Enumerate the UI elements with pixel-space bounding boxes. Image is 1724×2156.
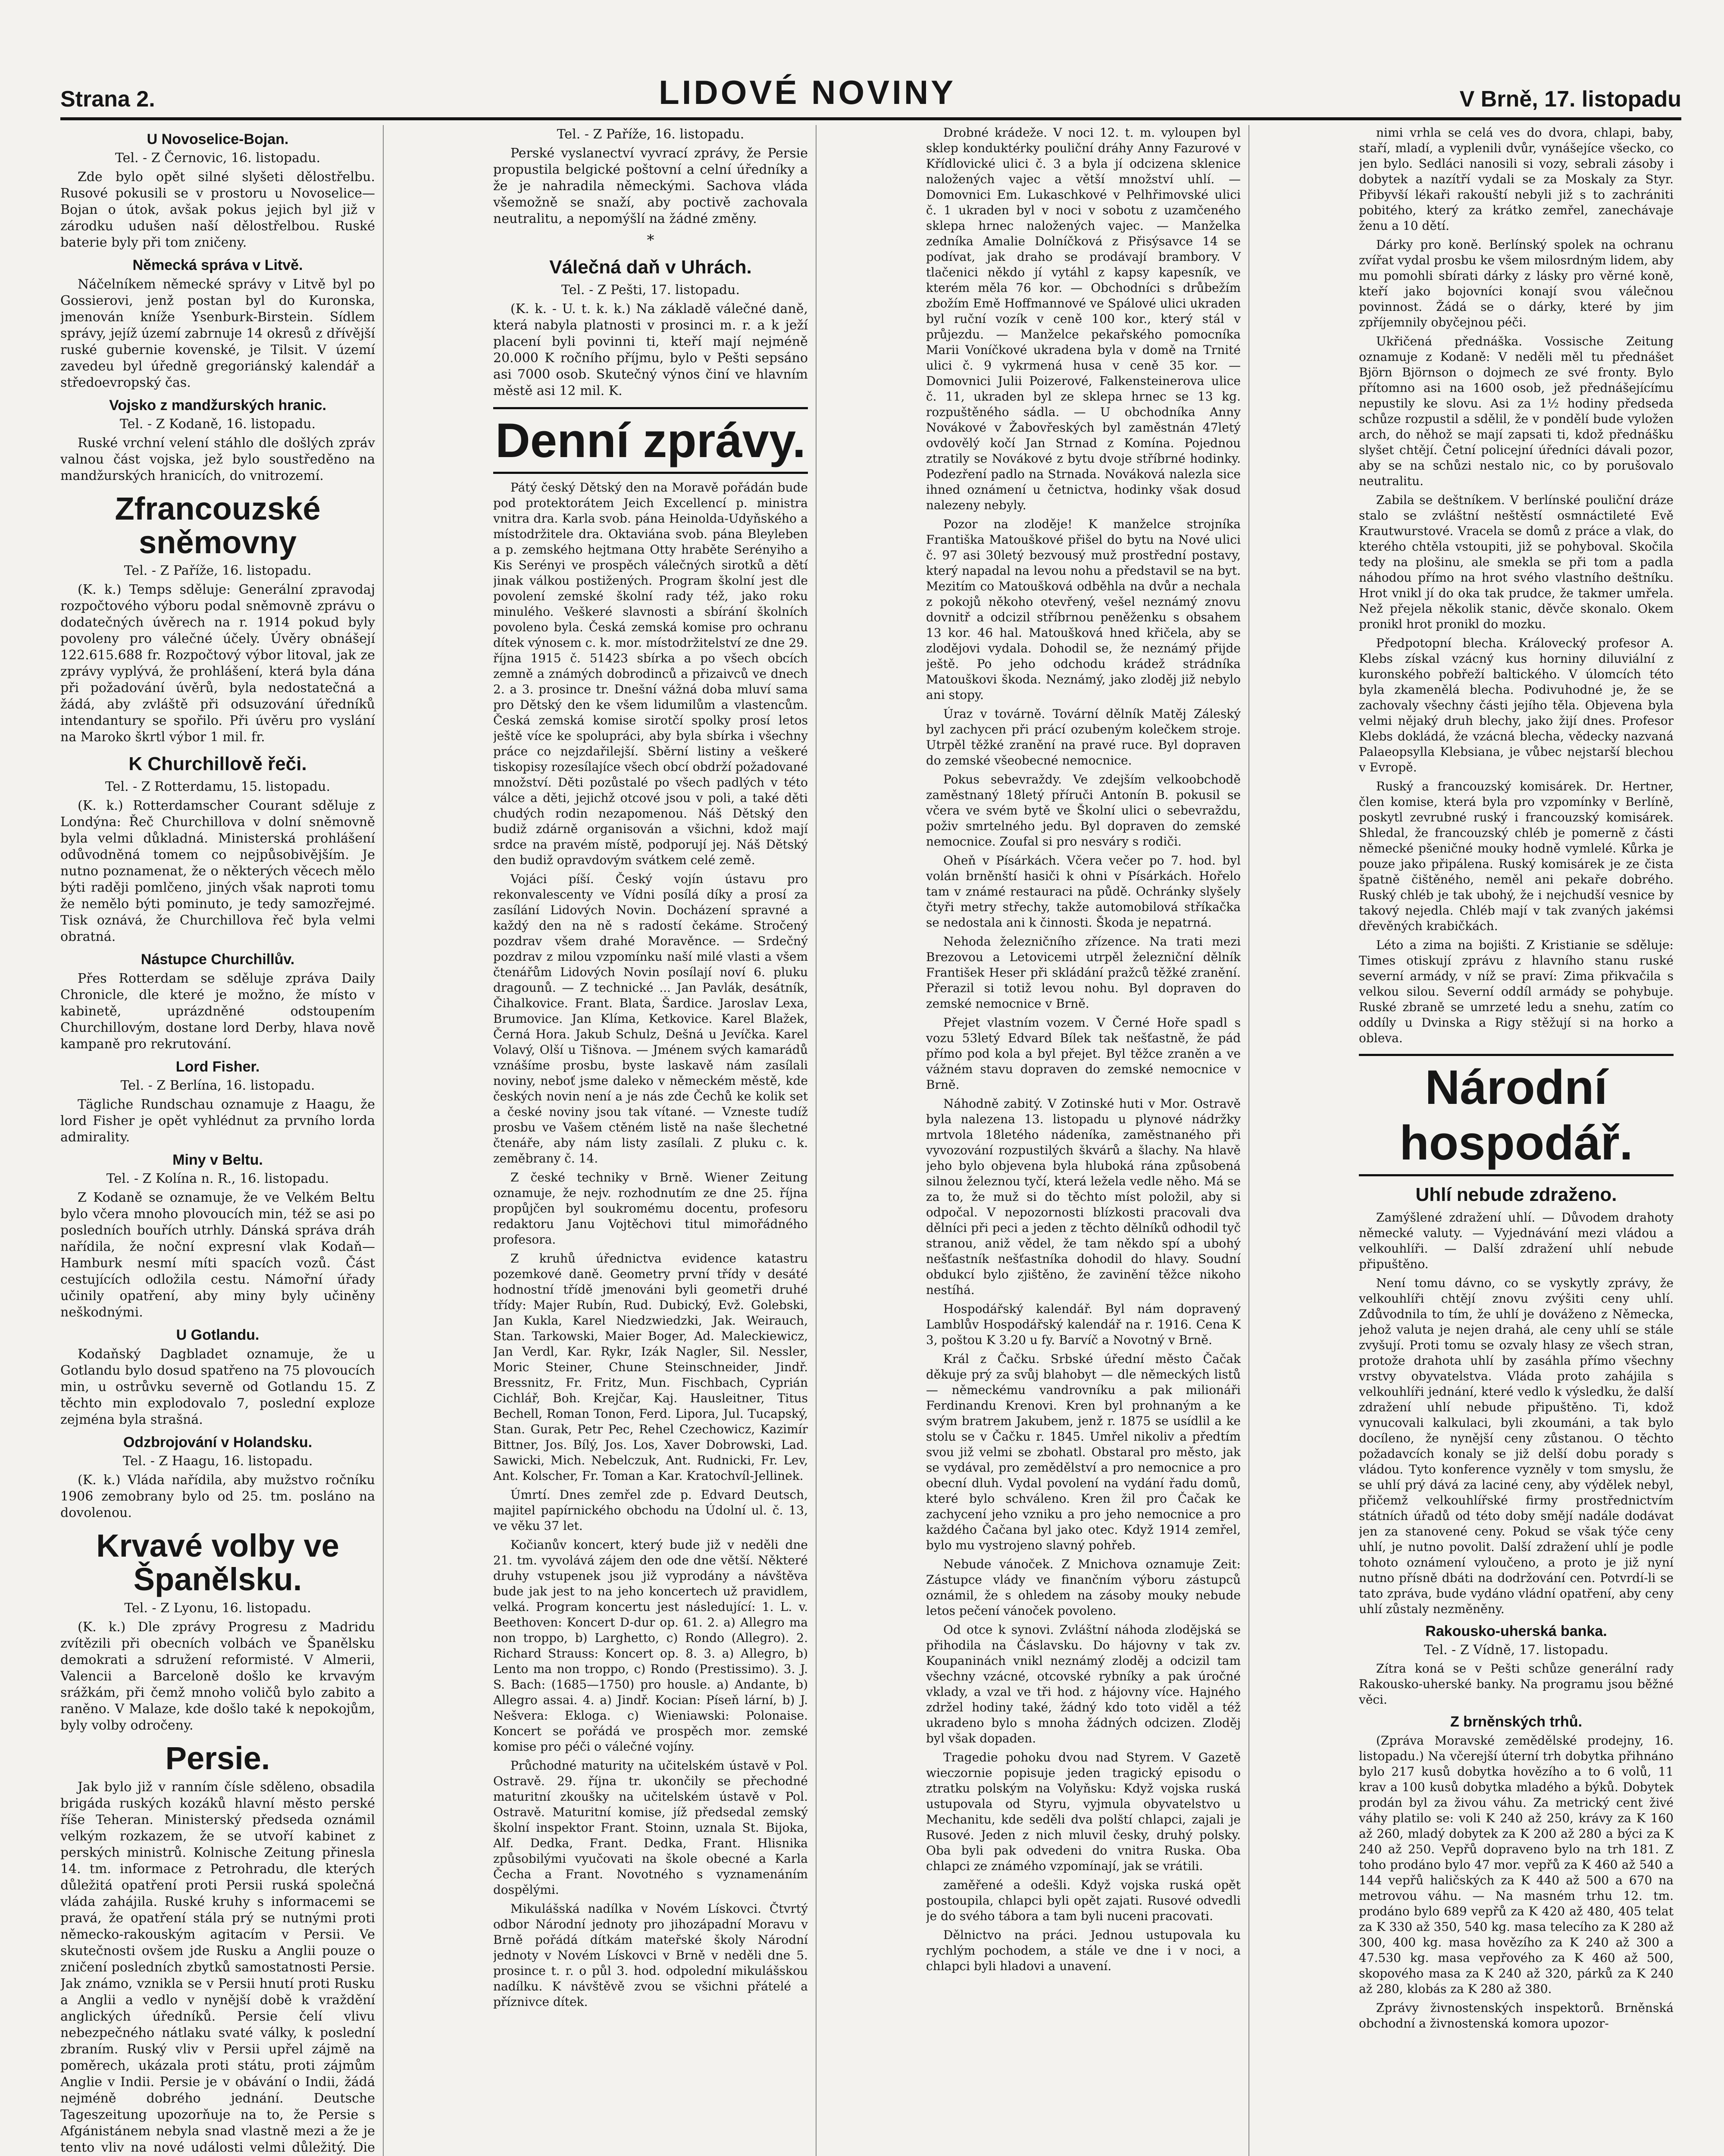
dateline: Tel. - Z Berlína, 16. listopadu.	[120, 1078, 315, 1094]
dateline: Tel. - Z Paříže, 16. listopadu.	[124, 563, 312, 579]
article-text: Předpotopní blecha. Královecký profesor A. Klebs získal vzácný kus horniny diluviální z kuronského pobřeží baltického. V úlomcích této byla zkamenělá blecha. Podivuhodné je, že se zachovaly všechny části jejího těla. Objevena byla velmi nějaký druh blechy, jako žijí dnes. Profesor Klebs dokládá, že vzácná blecha, vědecky nazvaná Palaeopsylla Klebsiana, je vůbec nejstarší blechou v Evropě.	[1359, 636, 1674, 774]
article-text: Z české techniky v Brně. Wiener Zeitung oznamuje, že nejv. rozhodnutím ze dne 25. října propůjčen byl soukromému docentu, profesoru redaktoru Janu Vojtěchovi titul mimořádného profesora.	[493, 1170, 808, 1247]
article-text: Tägliche Rundschau oznamuje z Haagu, že lord Fisher je opět vyhlédnut za prvního lorda admirality.	[60, 1097, 375, 1145]
article-heading: U Gotlandu.	[176, 1327, 260, 1344]
article-text: Z Kodaně se oznamuje, že ve Velkém Beltu bylo včera mnoho plovoucích min, též se asi po posledních bouřích utrhly. Dánská správa dráh nařídila, že noční expresní vlak Kodaň—Hamburk nesmí míti spacích vozů. Část cestujících odložila cestu. Námořní úřady učinily opatření, aby miny byly učiněny neškodnými.	[60, 1190, 375, 1320]
article-heading: Krvavé volby ve Španělsku.	[96, 1528, 339, 1598]
article-heading: Nástupce Churchillův.	[141, 951, 295, 968]
article-heading: Zfrancouzské sněmovny	[115, 491, 321, 560]
article-text: Úraz v továrně. Tovární dělník Matěj Záleský byl zachycen při prácí ozubeným kolečkem stroje. Utrpěl těžké zranění na pravé ruce. Byl dopraven do zemské všeobecné nemocnice.	[926, 707, 1241, 768]
article-text: Tragedie pohoku dvou nad Styrem. V Gazetě wieczornie popisuje jeden tragický episodu o ztratku polským na Volyňsku: Když vojska ruská ustupovala od Styru, vyjmula obyvatelstvo u Mechanitu, kde seděli dva polští chlapci, zajali je Rusové. Jeden z nich mluvil česky, druhý polsky. Oba byli pak odvedeni do vnitra Ruska. Oba chlapci ze známého vzpomínají, jak se vrátili.	[926, 1750, 1241, 1873]
article-text: Léto a zima na bojišti. Z Kristianie se sděluje: Times otiskují zprávu z hlavního stanu ruské severní armády, v níž se praví: Zima přikvačila s velkou silou. Severní oddíl armády se pohybuje. Ruské zbraně se umrzeté ledu a snehu, zatím co oddíly u Dvinska a Rigy stěžují si na horko a obleva.	[1359, 938, 1674, 1045]
page-number: Strana 2.	[60, 87, 155, 112]
article-text: Ruský a francouzský komisárek. Dr. Hertner, člen komise, která byla pro vzpomínky v Berlíně, poskytl zevrubné ruský i francouzský komisárek. Shledal, že francouzský chléb je pomerně z části německé pšeničné mouky hodně vymlelé. Kůrka je pouze jako připálena. Ruský komisárek je ze čista špatně čištěného, neměl ani pekaře dobrého. Ruský chléb je tak ubohý, že i nejchudší vesnice by takový nejedla. Chléb mají v tak zvaných jakémsi dřevěných krabičkách.	[1359, 779, 1674, 933]
article-text: Od otce k synovi. Zvláštní náhoda zlodějská se přihodila na Čáslavsku. Do hájovny v tak zv. Koupaninách vnikl neznámý zloděj a odcizil tam všechny vzácné, otcovské rybníky a pak úročné vklady, a vzal ve tři hod. z hájovny více. Hajného zdržel hodiny také, žádný kdo toto viděl a též ukradeno bylo s mnoha žádných odcizen. Zloděj byl však dopaden.	[926, 1623, 1241, 1745]
article-text: Zde bylo opět silné slyšeti dělostřelbu. Rusové pokusili se v prostoru u Novoselice—Bojan o útok, avšak pokus jejich byl již v zárodku udušen naší dělostřelbou. Ruské baterie byly při tom zničeny.	[60, 169, 375, 250]
newspaper-page	[60, 65, 1681, 2156]
article-text: nimi vrhla se celá ves do dvora, chlapi, baby, staří, mladí, a vyplenili dvůr, vynášejíce všecko, co jen bylo. Sedláci nanosili si vozy, sebrali zásoby i dobytek a nazítří vydali se za Moskaly za Styr. Přibyvší lékaři rakouští nebyli již s to zachrániti pobitého, který za krátko zemřel, zanechávaje ženu a 10 dětí.	[1359, 125, 1674, 233]
article-heading: Z brněnských trhů.	[1450, 1714, 1583, 1730]
article-text: Průchodné maturity na učitelském ústavě v Pol. Ostravě. 29. října tr. ukončily se přechodné maturitní zkoušky na učitelském ústavě v Pol. Ostravě. Maturitní komise, jíž předsedal zemský školní inspektor Frant. Stoinn, uznala St. Bijoka, Alf. Dedka, Frant. Dedka, Frant. Hlisnika způsobilými vyučovati na škole obecné a Karla Čecha a Frant. Novotného s vyznamenáním dospělými.	[493, 1758, 808, 1897]
article-text: Mikulášská nadílka v Novém Lískovci. Čtvrtý odbor Národní jednoty pro jihozápadní Moravu v Brně pořádá dítkám mateřské školy Národní jednoty v Novém Lískovci v Brně v neděli dne 5. prosince t. r. o půl 3. hod. odpolední mikulášskou nadílku. K návštěvě zvou se všichni přátelé a příznivce dítek.	[493, 1902, 808, 2009]
article-text: Kočianův koncert, který bude již v neděli dne 21. tm. vyvolává zájem den ode dne větší. Některé druhy vstupenek jsou již vyprodány a návštěva bude jak jest to na jeho koncertech už pravidlem, velká. Program koncertu jest následující: 1. L. v. Beethoven: Koncert D-dur op. 61. 2. a) Allegro ma non troppo, b) Larghetto, c) Rondo (Allegro). 2. Richard Strauss: Koncert op. 8. 3. a) Allegro, b) Lento ma non troppo, c) Rondo (Prestissimo). 3. J. S. Bach: (1685—1750) pro housle. a) Andante, b) Allegro assai. 4. a) Jindř. Kocian: Píseň lární, b) J. Nešvera: Ekloga. c) Wieniawski: Polonaise. Koncert se pořádá ve prospěch mor. zemské komise pro péči o válečné vojíny.	[493, 1538, 808, 1754]
article-text: (K. k. - U. t. k. k.) Na základě válečné daně, která nabyla platnosti v prosinci m. r. a k ježí placení byli povinni ti, kteří mají nejméně 20.000 K ročního příjmu, bylo v Pešti sepsáno asi 7000 osob. Skutečný výnos činí ve hlavním městě asi 12 mil. K.	[493, 301, 808, 398]
article-text: Pátý český Dětský den na Moravě pořádán bude pod protektorátem Jeich Excellencí p. ministra vnitra dra. Karla svob. pána Heinolda-Udyňského a místodržitele dra. Oktaviána svob. pána Bleyleben a p. zemského hejtmana Otty hraběte Serényiho a Kis Serényi ve prospěch válečných sirotků a dětí jinak válkou postižených. Program školní jest dle povolení zemské školní rady též, jako roku minulého. Veškeré slavnosti a sbírání školních povoleno byla. Česká zemská komise pro ochranu dítek výnosem c. k. mor. místodržitelství ze dne 29. října 1915 č. 51423 sbírka a po všech obcích zemně a známých dobrodinců a přizaivců ve dnech 2. a 3. prosince tr. Dnešní vážná doba mluví sama pro Dětský den ke všem lidumilům a vlastencům. Česká zemská komise sirotčí spolky prosí letos ještě více ke spolupráci, aby byla sbírka i všechny práce co nejzdařilejší. Sběrní listiny a veškeré tiskopisy rozesílajíce všech obcí obdrží požadované množství. Děti pozůstalé po všech padlých v této válce a děti, jejichž otcové jsou v poli, a také děti chudých rodin nezapomenou. Náš Dětský den budiž zdárně organisován a všichni, kdož mají srdce na pravém místě, podporují jej. Náš Dětský den budiž opravdovým svátkem celé země.	[493, 480, 808, 867]
article-text: (K. k.) Vláda nařídila, aby mužstvo ročníku 1906 zemobrany bylo od 25. tm. posláno na dovolenou.	[60, 1473, 375, 1521]
article-heading: Odzbrojování v Holandsku.	[123, 1434, 313, 1451]
dateline: Tel. - Z Kolína n. R., 16. listopadu.	[106, 1171, 329, 1187]
article-heading: Uhlí nebude zdraženo.	[1415, 1184, 1617, 1205]
article-text: (K. k.) Dle zprávy Progresu z Madridu zvítězili při obecních volbách ve Španělsku demokrati a sdružení reformisté. V Almerii, Valencii a Barceloně došlo ke krvavým srážkám, při čemž mnoho voličů bylo zabito a raněno. V Malaze, kde došlo také k nepokojům, byly volby odročeny.	[60, 1619, 375, 1733]
column-2	[493, 125, 817, 2156]
article-text: Přejet vlastním vozem. V Černé Hoře spadl s vozu 53letý Edvard Bílek tak nešťastně, že pád přímo pod kola a byl přejet. Byl těžce zraněn a ve vážném stavu dopraven do zemské nemocnice v Brně.	[926, 1015, 1241, 1092]
column-1	[60, 125, 384, 2156]
article-heading: K Churchillově řeči.	[128, 753, 307, 775]
article-text: (Zpráva Moravské zemědělské prodejny, 16. listopadu.) Na včerejší úterní trh dobytka přihnáno bylo 217 kusů dobytka hovězího a to 6 volů, 11 krav a 100 kusů dobytka mladého a býků. Dobytek prodán byl za živou váhu. Za metrický cent živé váhy platilo se: voli K 240 až 250, krávy za K 160 až 260, mladý dobytek za K 200 až 280 a býci za K 240 až 250. Vepřů dopraveno bylo na trh 181. Z toho prodáno bylo 47 mor. vepřů za K 460 až 540 a 144 vepřů haličských za K 440 až 500 a 670 na metrovou váhu. — Na masném trhu 12. tm. prodáno bylo 689 vepřů za K 420 až 480, 405 telat za K 330 až 350, 540 kg. masa telecího za K 280 až 300, 400 kg. masa hovězího za K 240 až 300 a 47.530 kg. masa vepřového za K 460 až 500, skopového masa za K 240 až 320, párků za K 240 až 280, klobás za K 280 až 380.	[1359, 1733, 1674, 1996]
newspaper-title: LIDOVÉ NOVINY	[659, 73, 956, 111]
article-text: Náčelníkem německé správy v Litvě byl po Gossierovi, jenž postan byl do Kuronska, jmenován kníže Ysenburk-Birstein. Sídlem správy, jejíž území zabrnuje 14 okresů z dřívější ruské gubernie kovenské, je Tilsit. V území zavedeu byl úředně gregoriánský kalendář a středoevropský čas.	[60, 277, 375, 390]
article-text: Úmrtí. Dnes zemřel zde p. Edvard Deutsch, majitel papírnického obchodu na Údolní ul. č. 13, ve věku 37 let.	[493, 1488, 808, 1533]
article-text: Nebude vánoček. Z Mnichova oznamuje Zeit: Zástupce vlády ve finančním výboru zástupců oznámil, že s ohledem na zásoby mouky nebude letos pečení vánoček povoleno.	[926, 1557, 1241, 1618]
dateline: Tel. - Z Vídně, 17. listopadu.	[1424, 1642, 1608, 1658]
column-4	[1359, 125, 1681, 2156]
section-heading: Denní zprávy.	[493, 407, 808, 474]
article-text: Náhodně zabitý. V Zotinské huti v Mor. Ostravě byla nalezena 13. listopadu u plynové nádržky mrtvola 18letého nádeníka, zaměstnaného při vyvozování rozpustilých škvárů a šlachy. Na hlavě jeho bylo objevena byla hluboká rána způsobená silnou železnou tyčí, která ležela vedle něho. Má se za to, že muž si do těchto míst položil, aby si odpočal. V nepozornosti blízkosti pracovali dva dělníci při peci a jeden z těchto dělníků odhodil tyč stranou, aniž vědel, že tam někdo spí a ubohý nešťastník nešťastníka dohodil do hlavy. Soudní obdukcí bylo zjištěno, že zavinění těžce nikoho nestíhá.	[926, 1097, 1241, 1297]
article-heading: Vojsko z mandžurských hranic.	[109, 397, 326, 414]
column-3	[926, 125, 1249, 2156]
dateline: Tel. - Z Černovic, 16. listopadu.	[115, 150, 321, 166]
article-text: Zabila se deštníkem. V berlínské pouliční dráze stalo se zvláštní neštěstí osmnáctileté Evě Krautwurstové. Vracela se domů z práce a vlak, do kterého chtěla vstoupiti, již se pohyboval. Skočila tedy na plošinu, ale smekla se při tom a padla náhodou přímo na hrot svého vlastního deštníku. Hrot vnikl jí do oka tak prudce, že takmer umřela. Než přejela několik stanic, děvče skonalo. Okem pronikl hrot pronikl do mozku.	[1359, 493, 1674, 631]
article-text: Pozor na zloděje! K manželce strojníka Františka Matouškové přišel do bytu na Nové ulici č. 97 asi 30letý bezvousý muž prostřední postavy, který napadal na levou nohu a představil se na byt. Mezitím co Matoušková odběhla na dvůr a nechala z pokojů někoho otevřený, vešel neznámý znovu dovnitř a odcizil stříbrnou peněženku s obsahem 13 kor. 46 hal. Matoušková hned křičela, aby se zlodějovi vydala. Dohodil se, že neznámý přijde ještě. Po jeho odchodu krádež strádníka Matouškovi škoda. Neznámý, jako zloděj již nebylo ani stopy.	[926, 517, 1241, 702]
article-heading: U Novoselice-Bojan.	[147, 131, 289, 147]
article-text: (K. k.) Rotterdamscher Courant sděluje z Londýna: Řeč Churchillova v dolní sněmovně byla velmi důkladná. Ministerská prohlášení odůvodněná tomem co nejpůsobivějším. Je nutno poznamenat, že o některých věcech mělo býti raději pomlčeno, jiných však naproti tomu že nemělo býti pominuto, je tedy samozřejmé. Tisk oznává, že Churchillova řeč byla velmi obratná.	[60, 798, 375, 945]
masthead	[60, 65, 1681, 120]
article-text: Oheň v Písárkách. Včera večer po 7. hod. byl volán brněnští hasiči k ohni v Písárkách. Hořelo tam v známé restauraci na půdě. Ochránky slyšely čtyři metry střechy, takže automobilová stříkačka se nedostala ani k činnosti. Škoda je nepatrná.	[926, 853, 1241, 930]
separator-star: *	[647, 232, 654, 249]
article-text: Nehoda železničního zřízence. Na trati mezi Brezovou a Letovicemi utrpěl železniční dělník František Heser při skládání pražců těžké zranění. Přerazil si totiž levou nohu. Byl dopraven do zemské nemocnice v Brně.	[926, 934, 1241, 1011]
article-text: (K. k.) Temps sděluje: Generální zpravodaj rozpočtového výboru podal sněmovně zprávu o dodatečných úvěrech na r. 1914 pokud byly povoleny pro válečné účely. Úvěry obnášejí 122.615.688 fr. Rozpočtový výbor litoval, jak ze zprávy vyplývá, že prohlášení, která byla dána při požadování úvěrů, byla nedostatečná a žádá, aby zvláště při odsuzování úředníků intendantury se spořilo. Při úvěru pro vyslání na Maroko škrtl výbor 1 mil. fr.	[60, 582, 375, 745]
article-text: Vojáci píší. Český vojín ústavu pro rekonvalescenty ve Vídni posílá díky a prosí za zasílání Lidových Novin. Docházení spravné a každý den na ně s radostí čekáme. Stročený pozdrav všem drahé Moravěnce. — Srdečný pozdrav z milou vzpomínku naší milé vlasti a všem čtenářům Lidových Novin posílají noví 6. pluku dragounů. — Z technické ... Jan Pavlák, desátník, Čihalkovice. Frant. Blata, Šardice. Jaroslav Lexa, Brumovice. Jan Klíma, Ketkovice. Karel Blažek, Černá Hora. Jakub Schulz, Dešná u Jevíčka. Karel Volavý, Olší u Tišnova. — Jménem svých kamarádů vznášíme prosbu, byste laskavě nám zasílali noviny, neboť jsme daleko v německém městě, kde českých novin není a je nás zde Čechů ke kolik set a české noviny jsou tak vítané. — Vzneste tudíž prosbu ve Vašem ctěném listě na naše šlechetné čtenáře, aby nám listy zasílali. Z pluku c. k. zeměbrany č. 14.	[493, 872, 808, 1166]
article-text: Kodaňský Dagbladet oznamuje, že u Gotlandu bylo dosud spatřeno na 75 plovoucích min, u ostrůvku severně od Gotlandu 15. Z těchto min explodovalo 7, poslední exploze zejména byla strašná.	[60, 1347, 375, 1428]
dateline: Tel. - Z Lyonu, 16. listopadu.	[124, 1600, 311, 1616]
article-heading: Lord Fisher.	[175, 1059, 260, 1075]
article-heading: Persie.	[165, 1740, 270, 1776]
article-text: Hospodářský kalendář. Byl nám dopravený Lamblův Hospodářský kalendář na r. 1916. Cena K 3, poštou K 3.20 u fy. Barvíč a Novotný v Brně.	[926, 1302, 1241, 1347]
section-heading: Národní hospodář.	[1359, 1054, 1674, 1176]
issue-date: V Brně, 17. listopadu	[1459, 87, 1681, 112]
article-text: Zprávy živnostenských inspektorů. Brněnská obchodní a živnostenská komora upozor-	[1359, 2001, 1674, 2031]
article-text: Jak bylo již v ranním čísle sděleno, obsadila brigáda ruských kozáků hlavní město perské říše Teheran. Ministerský předseda oznámil velkým rozkazem, že se utvoří kabinet z perských ministrů. Kolnische Zeitung přinesla 14. tm. informace z Petrohradu, dle kterých důležitá opatření proti Persii ruská společná vláda zahájila. Ruské kruhy s informacemi se pravá, že opatření stála prý se nutnými proti německo-rakouským agitacím v Persii. Ve skutečnosti ovšem jde Rusku a Anglii pouze o zničení posledních zbytků samostatnosti Persie. Jak známo, vznikla se v Persii hnutí proti Rusku a Anglii a vedlo v nynější době k vraždění anglických úředníků. Persie čelí vlivu nebezpečného nátlaku svaté války, k poslední zbraním. Ruský vliv v Persii upřel zájmě na poměrech, ukázala proti státu, proti zájmům Anglie v Indii. Persie je v obávání o Indii, žádá nejméně dobrého jednání. Deutsche Tageszeitung upozorňuje na to, že Persie s Afgánistánem nebyla snad vlastně mezi a že je tento vliv na nové události velmi důležitý. Die	[60, 1780, 375, 2156]
article-text: zaměřené a odešli. Když vojska ruská opět postoupila, chlapci byli opět zajati. Rusové odvedli je do svého tábora a tam byli nuceni pracovati.	[926, 1878, 1241, 1923]
article-text: Perské vyslanectví vyvrací zprávy, že Persie propustila belgické poštovní a celní úředníky a že je nahradila německými. Sachova vláda všemožně se snaží, aby poctivě zachovala neutralitu, a nepomýšlí na žádné změny.	[493, 146, 808, 226]
article-text: Ruské vrchní velení stáhlo dle došlých zpráv valnou část vojska, jež bylo soustředěno na mandžurských hranicích, do vnitrozemí.	[60, 436, 375, 483]
dateline: Tel. - Z Kodaně, 16. listopadu.	[119, 417, 316, 432]
article-heading: Miny v Beltu.	[172, 1152, 263, 1169]
article-text: Drobné krádeže. V noci 12. t. m. vyloupen byl sklep konduktérky pouliční dráhy Anny Fazurové v Křídlovické ulici č. 3 a byla jí odcizena sklenice naložených vajec a větší množství uhlí. — Domovnici Em. Lukaschkové v Pelhřimovské ulici č. 1 ukraden byl v noci v sobotu z uzamčeného sklepa hrnec naložených vajec. — Manželka zedníka Amalie Dolníčková z Přisýsavce 14 se podívat, jak draho se prodávají brambory. V tlačenici někdo jí vytáhl z kapsy kapesník, ve kterém měla 76 kor. — Obchodníci s drůbežím zbožím Emě Hoffmannové ve Spálové ulici ukraden byl ruční vozík v ceně 100 kor., který stál v průjezdu. — Manželce pekařského pomocníka Marii Voníčkové ukradena byla v domě na Trnité ulici č. 9 vykrmená husa v ceně 35 kor. — Domovnici Julii Poizerové, Falkensteinerova ulice č. 11, ukraden byl ze sklepa hrnec se 13 kg. rozpuštěného sádla. — U obchodníka Anny Novákové v Žabovřeských byl zaměstnán 47letý ovdovělý kočí Jan Strnad z Komína. Pojednou ztratily se Novákové z bytu dvoje stříbrné hodinky. Podezření padlo na Strnada. Nováková nalezla sice ihned oznámení u četnictva, hodinky však dosud nalezeny nebyly.	[926, 125, 1241, 512]
article-text: Přes Rotterdam se sděluje zpráva Daily Chronicle, dle které je možno, že místo v kabinetě, uprázdněné odstoupením Churchillovým, dostane lord Derby, hlava nově kampaně pro rekrutování.	[60, 971, 375, 1052]
dateline: Tel. - Z Pešti, 17. listopadu.	[561, 282, 740, 298]
dateline: Tel. - Z Haagu, 16. listopadu.	[122, 1454, 313, 1469]
article-text: Není tomu dávno, co se vyskytly zprávy, že velkouhlíři chtějí znovu zvýšiti ceny uhlí. Zdůvodnila to tím, že uhlí je dováženo z Německa, jehož valuta je nejen drahá, ale ceny uhlí se stále zvyšují. Proti tomu se ozvaly hlasy ze všech stran, protože drahota uhlí by zasáhla přímo všechny vrstvy obyvatelstva. Vláda proto zahájila s velkouhlíři jednání, které vedlo k výsledku, že další zdražení uhlí nebude připuštěno. Ti, kdož vynucovali kalkulaci, byli zkoumáni, a tak bylo docíleno, že nynější ceny zůstanou. O těchto požadavcích konaly se již delší dobu porady s vládou. Tyto konference vyzněly v tom smyslu, že se uhlí prý dává za laciné ceny, aby výdělek nebyl, přičemž velkouhlířské firmy prostřednictvím státních úřadů od této doby smějí nadále dodávat jen za stanovené ceny. Pokud se však týče ceny uhlí, je nutno povolit. Další zdražení uhlí je podle tohoto oznámení vyloučeno, a proto je již nyní nutno přísně dbáti na dodržování cen. Potvrdí-li se tato zpráva, bude vydáno vládní opatření, aby ceny uhlí zůstaly nezměněny.	[1359, 1276, 1674, 1616]
article-text: Pokus sebevraždy. Ve zdejším velkoobchodě zaměstnaný 18letý příruči Antonín B. pokusil se včera ve svém bytě ve Školní ulici o sebevraždu, poživ smrtelného jedu. Byl dopraven do zemské nemocnice. Zoufal si pro nesváry s rodiči.	[926, 772, 1241, 849]
article-text: Král z Čačku. Srbské úřední město Čačak děkuje prý za svůj blahobyt — dle německých listů — německému vandrovníku a pak milionáři Ferdinandu Krenovi. Kren byl prohnaným a ke svým bratrem Jakubem, jenž r. 1875 se usídlil a ke stolu se v Čačku r. 1845. Umřel nikoliv a předtím svou již velmi se zbohatl. Obstaral pro město, jak se vydával, pro zemědělství a pro nemocnice a pro obecní dluh. Vydal povolení na vydání řadu domů, které bylo schváleno. Kren žil pro Čačak ke zachycení jeho vzniku a pro jeho nemocnice a pro každého Čačana byl jako otec. Když 1914 zemřel, bylo mu vystrojeno slavný pohřeb.	[926, 1352, 1241, 1552]
article-heading: Válečná daň v Uhrách.	[549, 257, 752, 278]
article-text: Dárky pro koně. Berlínský spolek na ochranu zvířat vydal prosbu ke všem milosrdným lidem, aby mu pomohli sbírati dárky z lásky pro věrné koně, kteří jako bojovníci konají svou válečnou povinnost. Žádá se o dárky, které by jim zpříjemnily obyčejnou péči.	[1359, 238, 1674, 329]
dateline: Tel. - Z Paříže, 16. listopadu.	[557, 127, 745, 142]
article-text: Zítra koná se v Pešti schůze generální rady Rakousko-uherské banky. Na programu jsou běžné věci.	[1359, 1661, 1674, 1707]
article-text: Ukřičená přednáška. Vossische Zeitung oznamuje z Kodaně: V neděli měl tu přednášet Björn Björnson o dojmech ze své fronty. Bylo přítomno asi na 1600 osob, jež přednášejícímu nepustily ke slovu. Asi za 1½ hodiny předseda schůze rozpustil a sdělil, že v pondělí bude vyložen arch, do něhož se mají zapsati ti, kdož přednášku slyšet chtějí. Četní policejní úředníci dávali pozor, aby se na schůzi nestalo nic, co by porušovalo neutralitu.	[1359, 334, 1674, 488]
article-subheading: Zamýšlené zdražení uhlí. — Důvodem drahoty německé valuty. — Vyjednávání mezi vládou a velkouhlíři. — Další zdražení uhlí nebude připuštěno.	[1359, 1210, 1674, 1271]
article-text: Z kruhů úřednictva evidence katastru pozemkové daně. Geometry první třídy v desáté hodnostní třídě jmenováni byli geometři druhé třídy: Majer Rubín, Rud. Dubický, Evž. Golebski, Jan Kukla, Karel Niedzwiedzki, Jak. Weirauch, Stan. Tarkowski, Maier Boger, Ad. Maleckiewicz, Jan Verdl, Kar. Rykr, Izák Nagler, Sil. Nessler, Moric Steiner, Chune Steinschneider, Jindř. Bressnitz, Fr. Fritz, Mun. Fischbach, Cyprián Cichlář, Boh. Krejčar, Kaj. Hausleitner, Titus Bechell, Roman Tonon, Ferd. Lipora, Jul. Tucapský, Stan. Gurak, Petr Pec, Rehel Czechowicz, Kazimír Bittner, Jos. Bílý, Jos. Los, Xaver Dobrowski, Lad. Sawicki, Mich. Nebelczuk, Ant. Rudnicki, Fr. Lev, Ant. Kolscher, Fr. Toman a Kar. Kratochvíl-Jellinek.	[493, 1251, 808, 1483]
dateline: Tel. - Z Rotterdamu, 15. listopadu.	[105, 779, 331, 795]
article-heading: Německá správa v Litvě.	[132, 257, 303, 273]
article-text: Dělnictvo na práci. Jednou ustupovala ku rychlým pochodem, a stále ve dne i v noci, a chlapci byli hladovi a unavení.	[926, 1928, 1241, 1973]
article-heading: Rakousko-uherská banka.	[1425, 1623, 1607, 1639]
